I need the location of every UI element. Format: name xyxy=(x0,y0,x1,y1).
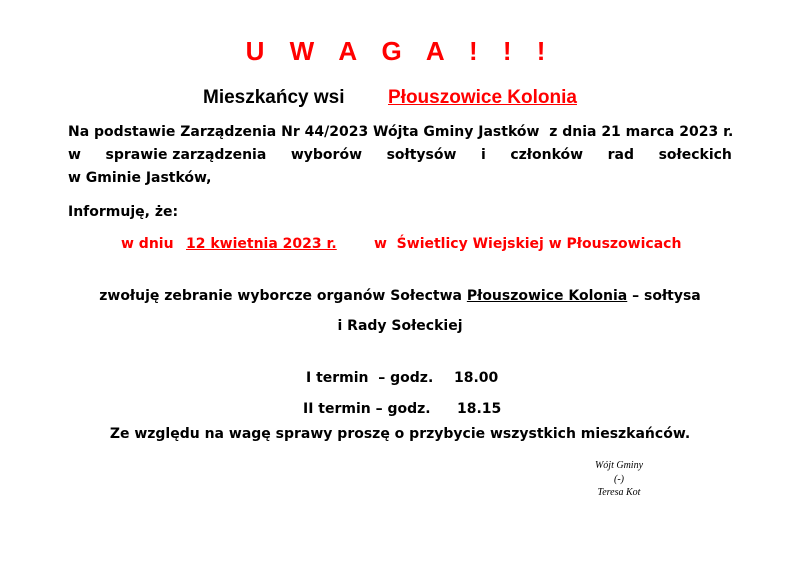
body-line-2 xyxy=(68,147,732,163)
second-term-label: II termin – godz. xyxy=(303,401,431,417)
body-line-2-word: rad xyxy=(607,147,635,163)
body-line-2-word: sołtysów xyxy=(386,147,457,163)
announcement-text-end: – sołtysa xyxy=(627,288,701,304)
signature-role: Wójt Gminy xyxy=(594,460,644,471)
meeting-place: w Świetlicy Wiejskiej w Płouszowicach xyxy=(374,236,682,252)
inform-label: Informuję, że: xyxy=(68,204,179,220)
announcement-line-1 xyxy=(0,288,800,304)
signature-mark: (-) xyxy=(614,474,624,485)
meeting-date-prefix: w dniu xyxy=(121,236,174,252)
body-line-1: Na podstawie Zarządzenia Nr 44/2023 Wójta Gminy Jastków z dnia 21 marca 2023 r. xyxy=(68,124,734,140)
body-line-3: w Gminie Jastków, xyxy=(68,170,212,186)
body-line-2-word: członków xyxy=(510,147,584,163)
meeting-date: 12 kwietnia 2023 r. xyxy=(186,236,337,252)
first-term-time: 18.00 xyxy=(454,370,499,386)
body-line-2-word: i xyxy=(480,147,486,163)
village-name: Płouszowice Kolonia xyxy=(388,87,577,108)
first-term-label: I termin – godz. xyxy=(306,370,434,386)
body-line-2-word: sprawie zarządzenia xyxy=(105,147,267,163)
announcement-village: Płouszowice Kolonia xyxy=(466,288,628,304)
announcement-line-2: i Rady Sołeckiej xyxy=(337,318,463,334)
announcement-text: zwołuję zebranie wyborcze organów Sołectwa xyxy=(99,288,467,304)
body-line-2-word: wyborów xyxy=(290,147,362,163)
body-line-2-word: sołeckich xyxy=(658,147,732,163)
residents-label: Mieszkańcy wsi xyxy=(203,87,345,108)
signature-name: Teresa Kot xyxy=(597,487,641,498)
body-line-2-word: w xyxy=(68,147,81,163)
second-term-time: 18.15 xyxy=(457,401,502,417)
closing-text: Ze względu na wagę sprawy proszę o przybycie wszystkich mieszkańców. xyxy=(109,426,691,442)
notice-title: U W A G A ! ! ! xyxy=(245,36,555,66)
